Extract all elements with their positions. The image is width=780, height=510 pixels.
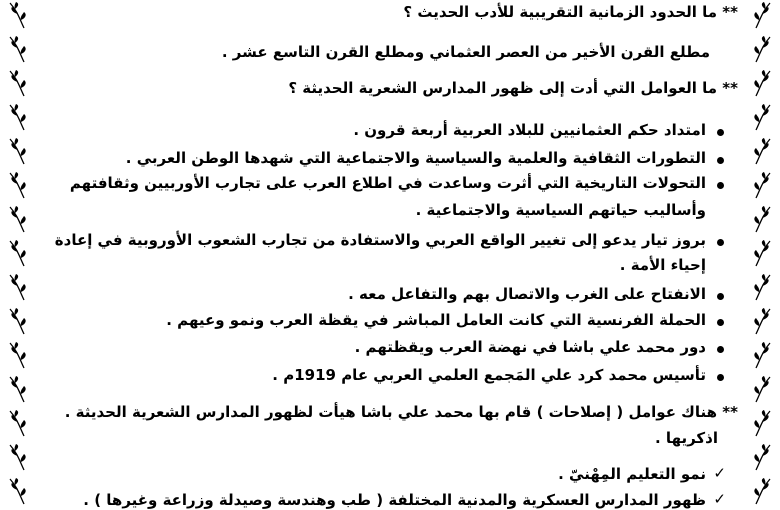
- question-3-subtitle: اذكريها .: [655, 429, 718, 447]
- vine-ornament-icon: [4, 0, 30, 30]
- bullet-icon: [717, 157, 724, 164]
- question-1-title: ** ما الحدود الزمانية التقريبية للأدب الحديث ؟: [403, 3, 738, 21]
- vine-ornament-icon: [750, 306, 776, 336]
- vine-ornament-icon: [750, 374, 776, 404]
- vine-ornament-icon: [750, 238, 776, 268]
- vine-ornament-icon: [4, 408, 30, 438]
- bullet-icon: [717, 239, 724, 246]
- bullet-icon: [717, 346, 724, 353]
- vine-ornament-icon: [4, 136, 30, 166]
- vine-ornament-icon: [4, 272, 30, 302]
- list-item: نمو التعليم المِهْنيّ .: [558, 465, 706, 483]
- list-item: دور محمد علي باشا في نهضة العرب ويقظتهم .: [354, 338, 706, 356]
- list-item: الحملة الفرنسية التي كانت العامل المباشر في يقظة العرب ونمو وعيهم .: [166, 311, 706, 329]
- vine-ornament-icon: [4, 374, 30, 404]
- vine-ornament-icon: [750, 476, 776, 506]
- question-3-title: ** هناك عوامل ( إصلاحات ) قام بها محمد علي باشا هيأت لظهور المدارس الشعرية الحديثة .: [64, 403, 738, 421]
- vine-ornament-icon: [4, 476, 30, 506]
- bullet-icon: [717, 319, 724, 326]
- vine-ornament-icon: [4, 340, 30, 370]
- list-item: التطورات الثقافية والعلمية والسياسية والاجتماعية التي شهدها الوطن العربي .: [125, 149, 706, 167]
- document-page: [40, 0, 740, 509]
- list-item-continuation: وأساليب حياتهم السياسية والاجتماعية .: [415, 201, 706, 219]
- vine-ornament-icon: [750, 34, 776, 64]
- vine-ornament-icon: [750, 442, 776, 472]
- list-item: بروز تيار يدعو إلى تغيير الواقع العربي والاستفادة من تجارب الشعوب الأوروبية في إعادة: [54, 231, 706, 249]
- right-decorative-border: [748, 0, 778, 500]
- vine-ornament-icon: [750, 272, 776, 302]
- list-item-continuation: إحياء الأمة .: [619, 256, 706, 274]
- vine-ornament-icon: [750, 204, 776, 234]
- vine-ornament-icon: [750, 408, 776, 438]
- vine-ornament-icon: [750, 68, 776, 98]
- vine-ornament-icon: [750, 170, 776, 200]
- vine-ornament-icon: [4, 170, 30, 200]
- checkmark-icon: ✓: [713, 464, 726, 482]
- list-item: تأسيس محمد كرد علي المَجمع العلمي العربي عام 1919م .: [272, 366, 706, 384]
- vine-ornament-icon: [4, 204, 30, 234]
- list-item: الانفتاح على الغرب والاتصال بهم والتفاعل معه .: [348, 285, 706, 303]
- vine-ornament-icon: [4, 34, 30, 64]
- list-item: ظهور المدارس العسكرية والمدنية المختلفة ( طب وهندسة وصيدلة وزراعة وغيرها ) .: [83, 491, 706, 509]
- vine-ornament-icon: [750, 136, 776, 166]
- vine-ornament-icon: [4, 238, 30, 268]
- vine-ornament-icon: [750, 102, 776, 132]
- vine-ornament-icon: [750, 0, 776, 30]
- bullet-icon: [717, 129, 724, 136]
- bullet-icon: [717, 182, 724, 189]
- vine-ornament-icon: [750, 340, 776, 370]
- vine-ornament-icon: [4, 306, 30, 336]
- list-item: التحولات التاريخية التي أثرت وساعدت في اطلاع العرب على تجارب الأوربيين وثقافتهم: [69, 174, 706, 192]
- left-decorative-border: [2, 0, 32, 500]
- bullet-icon: [717, 374, 724, 381]
- vine-ornament-icon: [4, 102, 30, 132]
- list-item: امتداد حكم العثمانيين للبلاد العربية أربعة قرون .: [353, 121, 706, 139]
- question-2-title: ** ما العوامل التي أدت إلى ظهور المدارس الشعرية الحديثة ؟: [288, 79, 738, 97]
- bullet-icon: [717, 293, 724, 300]
- vine-ornament-icon: [4, 68, 30, 98]
- vine-ornament-icon: [4, 442, 30, 472]
- question-1-answer: مطلع القرن الأخير من العصر العثماني ومطلع القرن التاسع عشر .: [221, 43, 710, 61]
- checkmark-icon: ✓: [713, 490, 726, 508]
